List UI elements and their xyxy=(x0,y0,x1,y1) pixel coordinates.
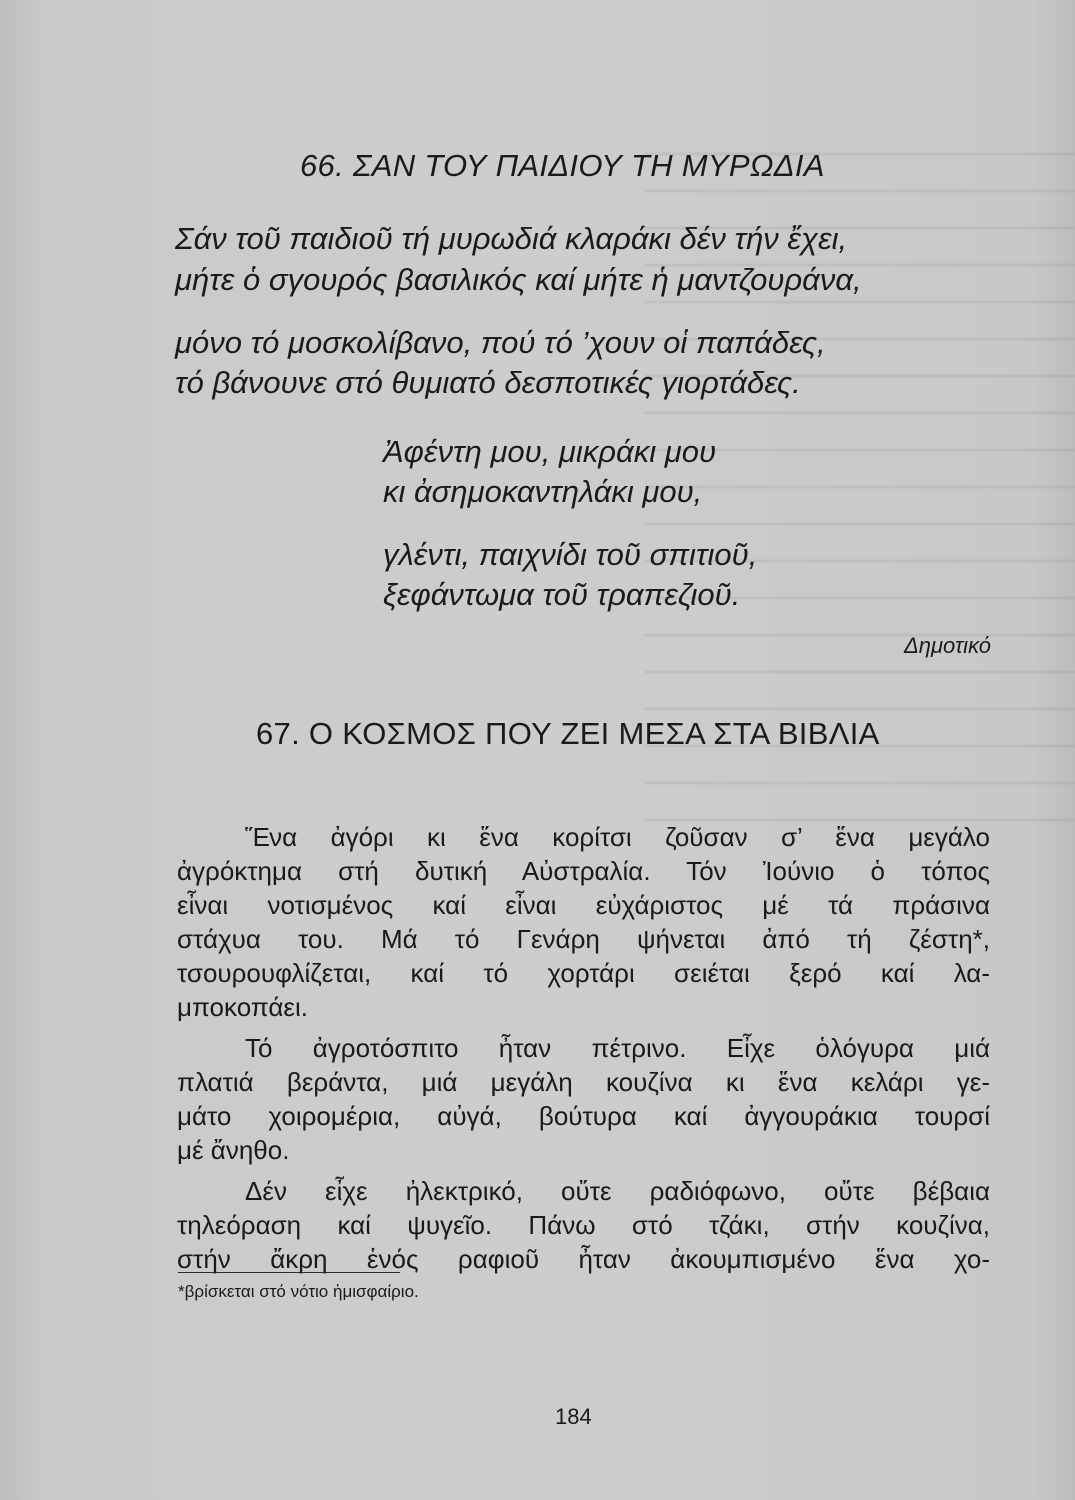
poem-title: 66. ΣΑΝ ΤΟΥ ΠΑΙΔΙΟΥ ΤΗ ΜΥΡΩΔΙΑ xyxy=(300,148,825,183)
prose-line: στάχυα του. Μά τό Γενάρη ψήνεται ἀπό τή ζέστη*, xyxy=(177,924,990,954)
prose-line: στήν ἄκρη ἑνός ραφιοῦ ἦταν ἀκουμπισμένο ἕνα χο- xyxy=(177,1244,990,1274)
verse-line: κι ἀσημοκαντηλάκι μου, xyxy=(383,474,703,509)
prose-line: Ἕνα ἀγόρι κι ἕνα κορίτσι ζοῦσαν σ’ ἕνα μεγάλο xyxy=(245,822,990,852)
poem-attribution: Δημοτικό xyxy=(904,633,992,658)
footnote: *βρίσκεται στό νότιο ἡμισφαίριο. xyxy=(178,1282,419,1301)
verse-line: ξεφάντωμα τοῦ τραπεζιοῦ. xyxy=(383,577,741,612)
footnote-divider xyxy=(178,1272,400,1273)
verse-line: τό βάνουνε στό θυμιατό δεσποτικές γιορτάδες. xyxy=(175,365,801,400)
prose-line: Δέν εἶχε ἠλεκτρικό, οὔτε ραδιόφωνο, οὔτε βέβαια xyxy=(245,1176,990,1206)
story-title: 67. Ο ΚΟΣΜΟΣ ΠΟΥ ΖΕΙ ΜΕΣΑ ΣΤΑ ΒΙΒΛΙΑ xyxy=(256,716,880,751)
prose-line: μποκοπάει. xyxy=(177,992,308,1022)
verse-line: μήτε ὁ σγουρός βασιλικός καί μήτε ἡ μαντζουράνα, xyxy=(175,262,862,297)
prose-line: ἀγρόκτημα στή δυτική Αὐστραλία. Τόν Ἰούνιο ὁ τόπος xyxy=(177,856,990,886)
prose-line: τηλεόραση καί ψυγεῖο. Πάνω στό τζάκι, στήν κουζίνα, xyxy=(177,1210,990,1240)
prose-line: τσουρουφλίζεται, καί τό χορτάρι σειέται ξερό καί λα- xyxy=(177,958,990,988)
prose-line: πλατιά βεράντα, μιά μεγάλη κουζίνα κι ἕνα κελάρι γε- xyxy=(177,1067,990,1097)
page-number: 184 xyxy=(555,1404,592,1429)
verse-line: μόνο τό μοσκολίβανο, πού τό ’χουν οἱ παπάδες, xyxy=(175,325,826,360)
verse-line: γλέντι, παιχνίδι τοῦ σπιτιοῦ, xyxy=(383,537,758,572)
prose-line: εἶναι νοτισμένος καί εἶναι εὐχάριστος μέ τά πράσινα xyxy=(177,890,990,920)
prose-line: μέ ἄνηθο. xyxy=(177,1135,290,1165)
prose-line: μάτο χοιρομέρια, αὐγά, βούτυρα καί ἀγγουράκια τουρσί xyxy=(177,1101,990,1131)
prose-line: Τό ἀγροτόσπιτο ἦταν πέτρινο. Εἶχε ὁλόγυρα μιά xyxy=(245,1033,990,1063)
verse-line: Ἀφέντη μου, μικράκι μου xyxy=(383,434,717,469)
verse-line: Σάν τοῦ παιδιοῦ τή μυρωδιά κλαράκι δέν τήν ἔχει, xyxy=(175,221,848,256)
